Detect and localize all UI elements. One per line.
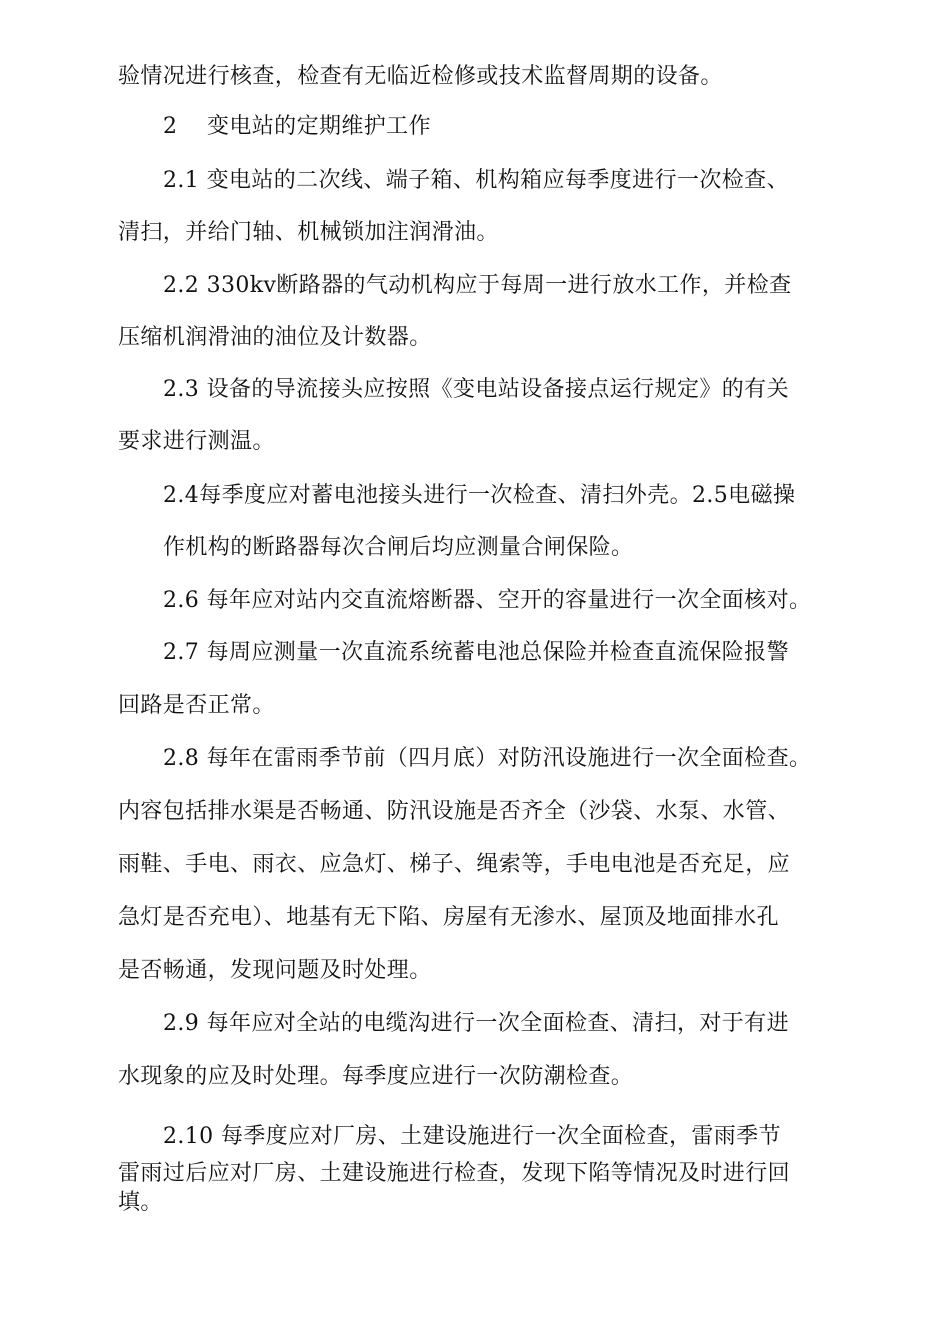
section-heading: 2 变电站的定期维护工作 (163, 114, 431, 139)
text-line: 水现象的应及时处理。每季度应进行一次防潮检查。 (118, 1064, 634, 1089)
text-line: 2.10 每季度应对厂房、土建设施进行一次全面检查，雷雨季节 (163, 1124, 781, 1149)
text-line: 雨鞋、手电、雨衣、应急灯、梯子、绳索等，手电电池是否充足，应 (118, 852, 791, 877)
text-line: 填。 (118, 1190, 163, 1215)
text-line: 是否畅通，发现问题及时处理。 (118, 958, 432, 983)
text-line: 2.7 每周应测量一次直流系统蓄电池总保险并检查直流保险报警 (163, 640, 789, 665)
text-line: 2.2 330kv断路器的气动机构应于每周一进行放水工作，并检查 (163, 273, 792, 298)
text-line: 2.9 每年应对全站的电缆沟进行一次全面检查、清扫，对于有进 (163, 1011, 789, 1036)
text-line: 2.8 每年在雷雨季节前（四月底）对防汛设施进行一次全面检查。 (163, 746, 812, 771)
text-line: 作机构的断路器每次合闸后均应测量合闸保险。 (163, 535, 634, 560)
text-line: 雷雨过后应对厂房、土建设施进行检查，发现下陷等情况及时进行回 (118, 1161, 791, 1186)
text-line: 2.4每季度应对蓄电池接头进行一次检查、清扫外壳。2.5电磁操 (163, 483, 796, 508)
text-line: 急灯是否充电）、地基有无下陷、房屋有无渗水、屋顶及地面排水孔 (118, 905, 780, 930)
text-line: 2.6 每年应对站内交直流熔断器、空开的容量进行一次全面核对。 (163, 588, 812, 613)
text-line: 2.3 设备的导流接头应按照《变电站设备接点运行规定》的有关 (163, 377, 789, 402)
text-line: 清扫，并给门轴、机械锁加注润滑油。 (118, 220, 499, 245)
text-line: 回路是否正常。 (118, 693, 275, 718)
text-line: 验情况进行核查，检查有无临近检修或技术监督周期的设备。 (118, 64, 723, 89)
text-line: 要求进行测温。 (118, 429, 275, 454)
text-line: 内容包括排水渠是否畅通、防汛设施是否齐全（沙袋、水泵、水管、 (118, 799, 791, 824)
text-line: 2.1 变电站的二次线、端子箱、机构箱应每季度进行一次检查、 (163, 168, 789, 193)
text-line: 压缩机润滑油的油位及计数器。 (118, 325, 432, 350)
